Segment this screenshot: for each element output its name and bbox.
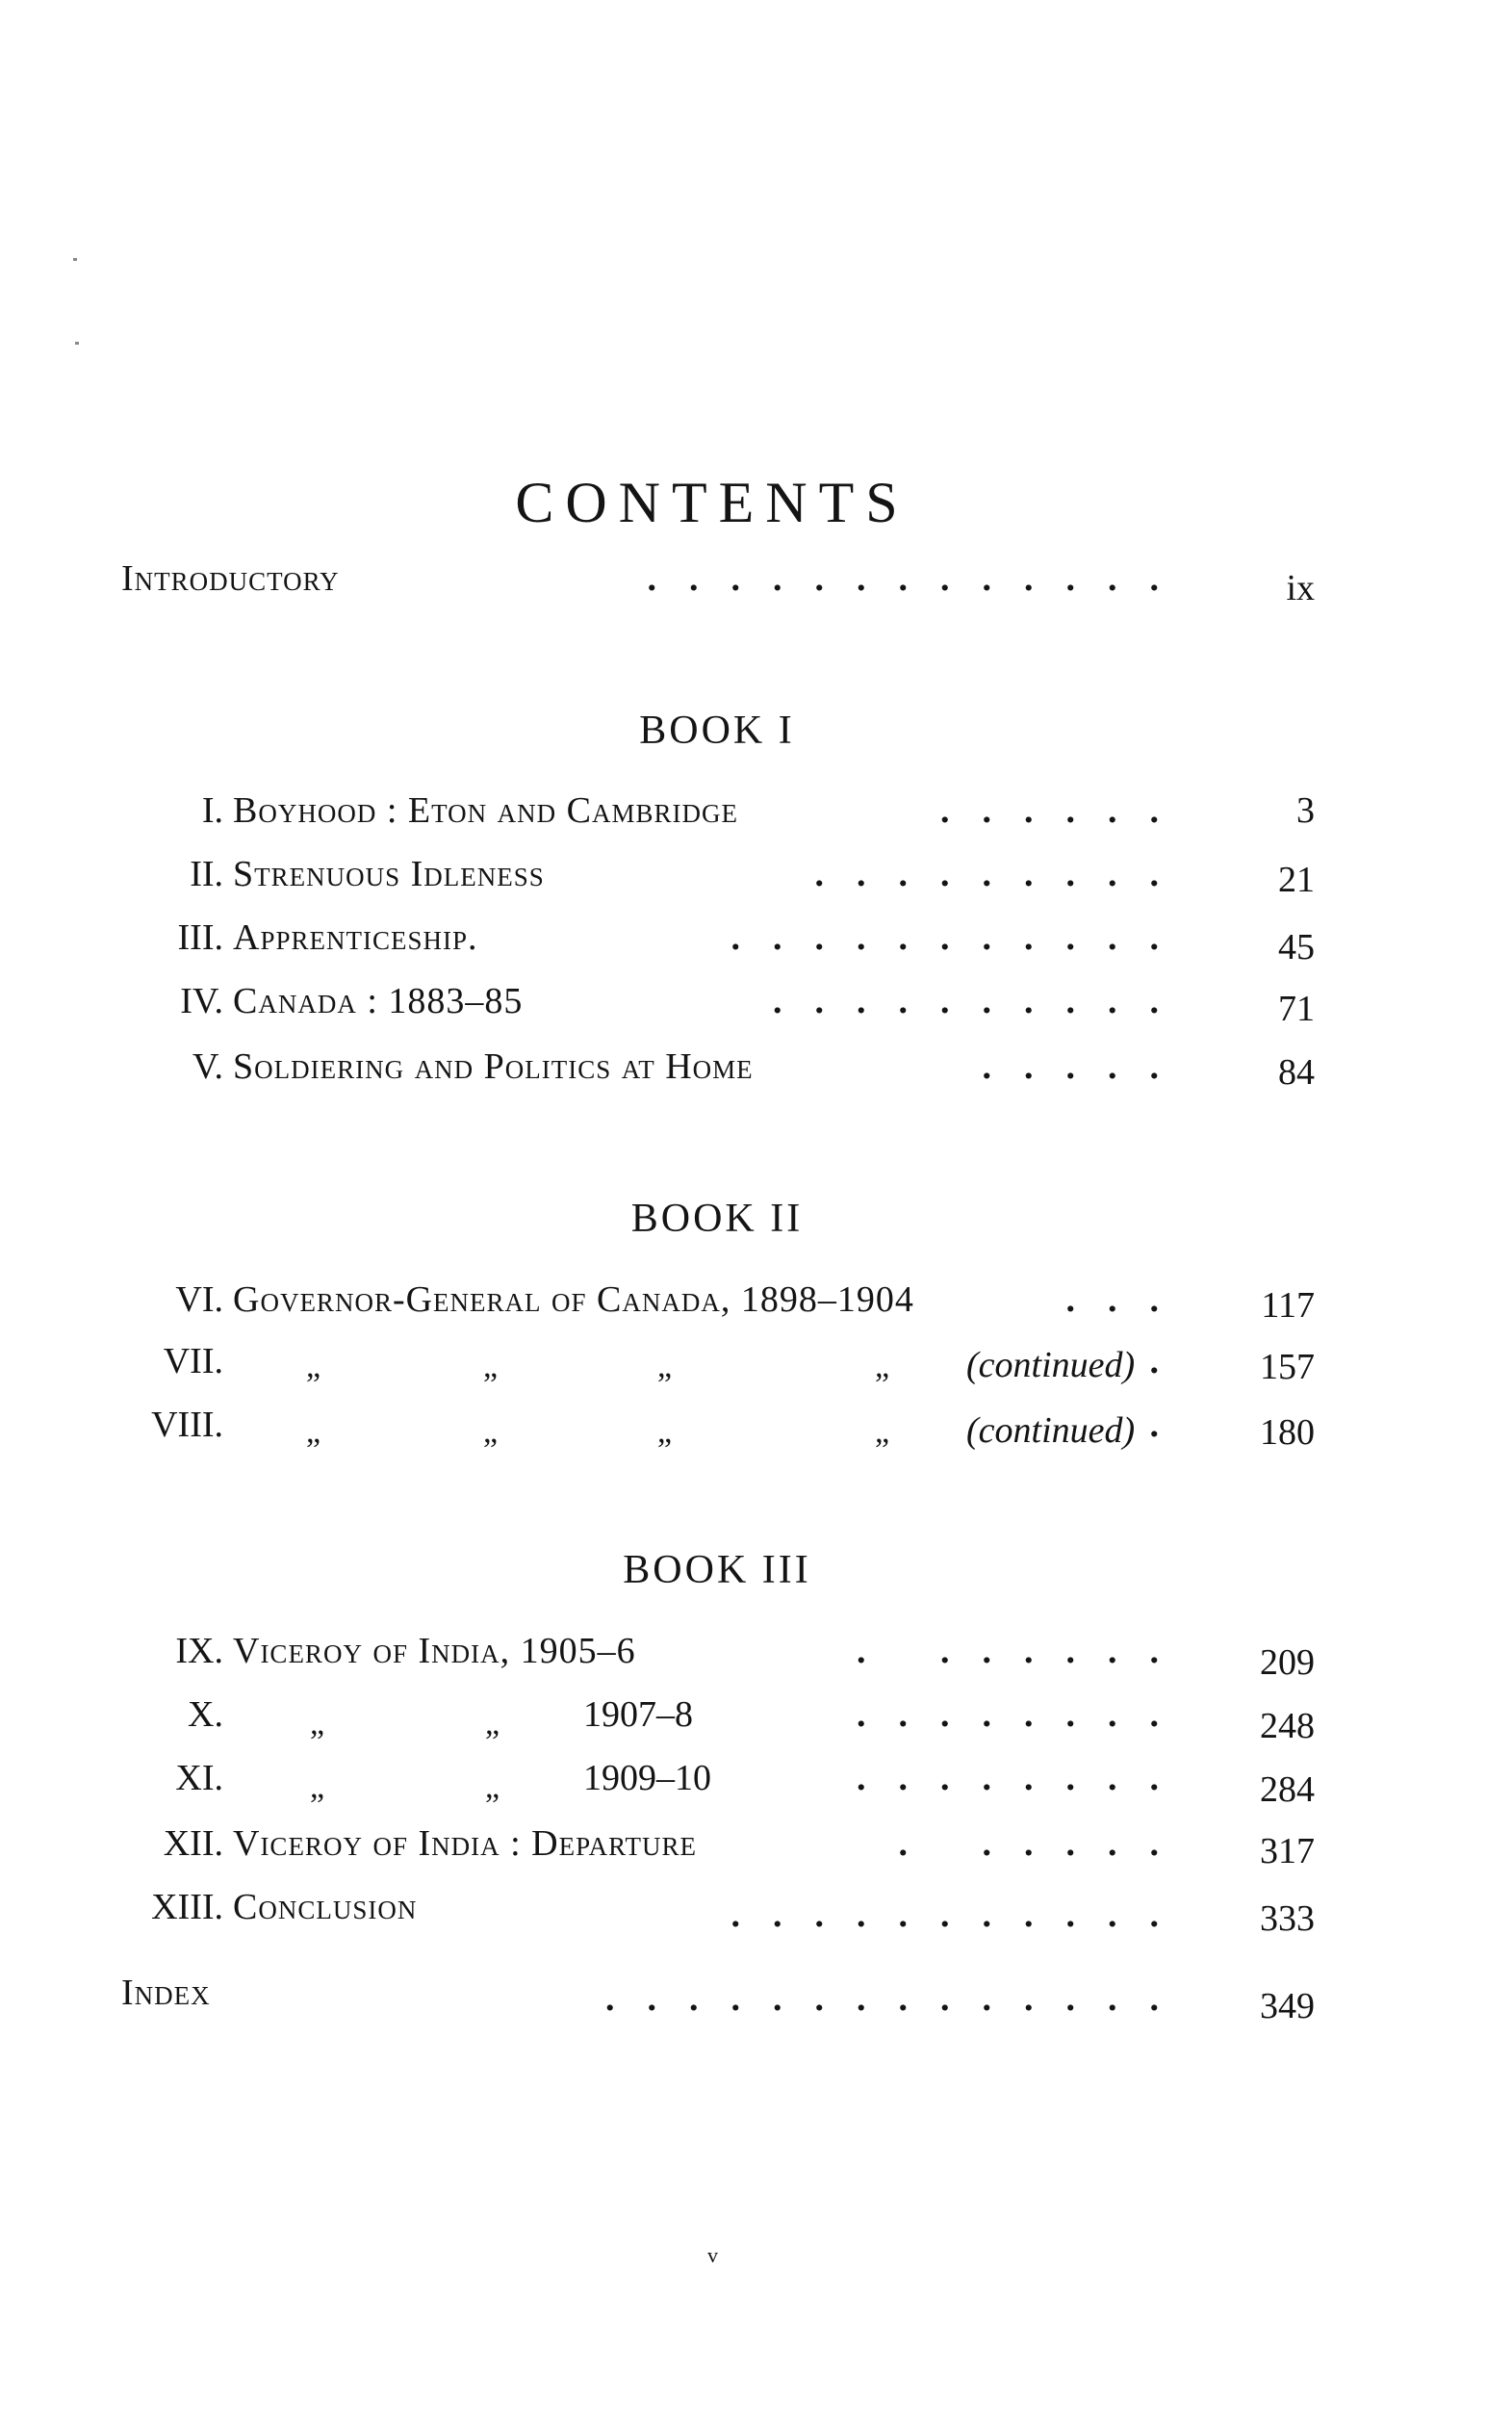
dot-leader: .............. xyxy=(605,1978,1192,2019)
toc-page-number: 248 xyxy=(1260,1706,1315,1746)
ditto-mark: „ xyxy=(657,1414,673,1450)
ditto-mark: „ xyxy=(310,1706,325,1741)
toc-page-number: ix xyxy=(1286,568,1315,608)
dot-leader: ........ xyxy=(857,1758,1192,1798)
stray-mark xyxy=(75,342,79,345)
dot-leader: . xyxy=(1149,1405,1192,1445)
dot-leader: ........ xyxy=(857,1694,1192,1735)
toc-entry[interactable] xyxy=(121,972,1315,1030)
book-heading: BOOK II xyxy=(630,1197,804,1241)
chapter-title: Apprenticeship. xyxy=(233,917,478,958)
dot-leader: ... xyxy=(1065,1279,1192,1320)
chapter-number: VII. xyxy=(163,1341,223,1381)
toc-page-number: 317 xyxy=(1260,1831,1315,1871)
chapter-title: Viceroy of India, 1905–6 xyxy=(233,1631,636,1671)
chapter-title: Soldiering and Politics at Home xyxy=(233,1046,754,1087)
toc-entry[interactable] xyxy=(121,1686,1315,1746)
dot-leader: ...... xyxy=(940,790,1192,831)
continued-note: (continued) xyxy=(966,1410,1136,1451)
toc-entry[interactable] xyxy=(121,909,1315,967)
dot-leader: ......... xyxy=(814,854,1192,894)
toc-page-number: 84 xyxy=(1278,1052,1315,1093)
toc-entry[interactable] xyxy=(121,1815,1315,1872)
stray-mark xyxy=(73,258,77,261)
toc-entry[interactable] xyxy=(121,1749,1315,1810)
toc-entry-index[interactable] xyxy=(121,1964,1315,2026)
ditto-mark: „ xyxy=(485,1769,500,1805)
dot-leader: . xyxy=(1149,1341,1192,1381)
toc-entry[interactable] xyxy=(121,1622,1315,1683)
toc-page-number: 3 xyxy=(1296,790,1315,831)
chapter-number: XII. xyxy=(163,1823,223,1864)
toc-entry[interactable] xyxy=(121,1332,1315,1390)
toc-entry-introductory[interactable] xyxy=(121,550,1315,607)
dot-leader: ........... xyxy=(730,917,1192,958)
toc-entry[interactable] xyxy=(121,782,1315,839)
toc-page-number: 157 xyxy=(1260,1347,1315,1387)
ditto-mark: „ xyxy=(306,1349,321,1384)
chapter-title: Viceroy of India : Departure xyxy=(233,1823,698,1864)
toc-entry-label: Introductory xyxy=(121,558,340,599)
toc-entry[interactable] xyxy=(121,1878,1315,1939)
toc-page-number: 180 xyxy=(1260,1412,1315,1453)
continued-note: (continued) xyxy=(966,1345,1136,1385)
toc-page-number: 349 xyxy=(1260,1986,1315,2026)
dot-leader: . ..... xyxy=(898,1823,1192,1864)
ditto-mark: „ xyxy=(310,1769,325,1805)
chapter-number: XIII. xyxy=(151,1887,223,1927)
ditto-mark: „ xyxy=(657,1349,673,1384)
toc-page-number: 45 xyxy=(1278,927,1315,967)
chapter-number: III. xyxy=(177,917,223,958)
ditto-mark: „ xyxy=(483,1349,499,1384)
chapter-number: VI. xyxy=(175,1279,223,1320)
dot-leader: . ...... xyxy=(857,1631,1192,1671)
toc-entry[interactable] xyxy=(121,1396,1315,1454)
toc-entry[interactable] xyxy=(121,1271,1315,1329)
ditto-mark: „ xyxy=(875,1349,890,1384)
toc-page-number: 71 xyxy=(1278,989,1315,1029)
dot-leader: .......... xyxy=(773,981,1192,1021)
chapter-number: XI. xyxy=(175,1758,223,1798)
toc-entry-label: Index xyxy=(121,1973,211,2013)
toc-page-number: 117 xyxy=(1261,1285,1315,1326)
chapter-title: Governor-General of Canada, 1898–1904 xyxy=(233,1279,914,1320)
chapter-number: V. xyxy=(192,1046,223,1087)
chapter-number: I. xyxy=(201,790,223,831)
dot-leader: ..... xyxy=(982,1046,1192,1087)
chapter-title: Conclusion xyxy=(233,1887,418,1927)
book-heading: BOOK I xyxy=(639,709,795,753)
dot-leader: ............. xyxy=(647,558,1192,599)
ditto-mark: „ xyxy=(875,1414,890,1450)
folio-page-number: v xyxy=(707,2243,718,2267)
chapter-title: Canada : 1883–85 xyxy=(233,981,524,1021)
toc-page-number: 21 xyxy=(1278,860,1315,900)
book-heading: BOOK III xyxy=(623,1548,811,1592)
toc-entry[interactable] xyxy=(121,1038,1315,1096)
toc-page-number: 284 xyxy=(1260,1769,1315,1810)
page-title: CONTENTS xyxy=(515,471,910,534)
ditto-mark: „ xyxy=(306,1414,321,1450)
chapter-title: Strenuous Idleness xyxy=(233,854,545,894)
chapter-number: X. xyxy=(188,1694,223,1735)
toc-page-number: 209 xyxy=(1260,1642,1315,1683)
toc-entry[interactable] xyxy=(121,845,1315,903)
dot-leader: ........... xyxy=(730,1895,1192,1935)
toc-page-number: 333 xyxy=(1260,1898,1315,1939)
chapter-years: 1909–10 xyxy=(583,1758,711,1798)
chapter-title: Boyhood : Eton and Cambridge xyxy=(233,790,738,831)
ditto-mark: „ xyxy=(483,1414,499,1450)
chapter-years: 1907–8 xyxy=(583,1694,693,1735)
chapter-number: IV. xyxy=(180,981,223,1021)
chapter-number: VIII. xyxy=(151,1405,223,1445)
ditto-mark: „ xyxy=(485,1706,500,1741)
chapter-number: II. xyxy=(190,854,223,894)
chapter-number: IX. xyxy=(175,1631,223,1671)
